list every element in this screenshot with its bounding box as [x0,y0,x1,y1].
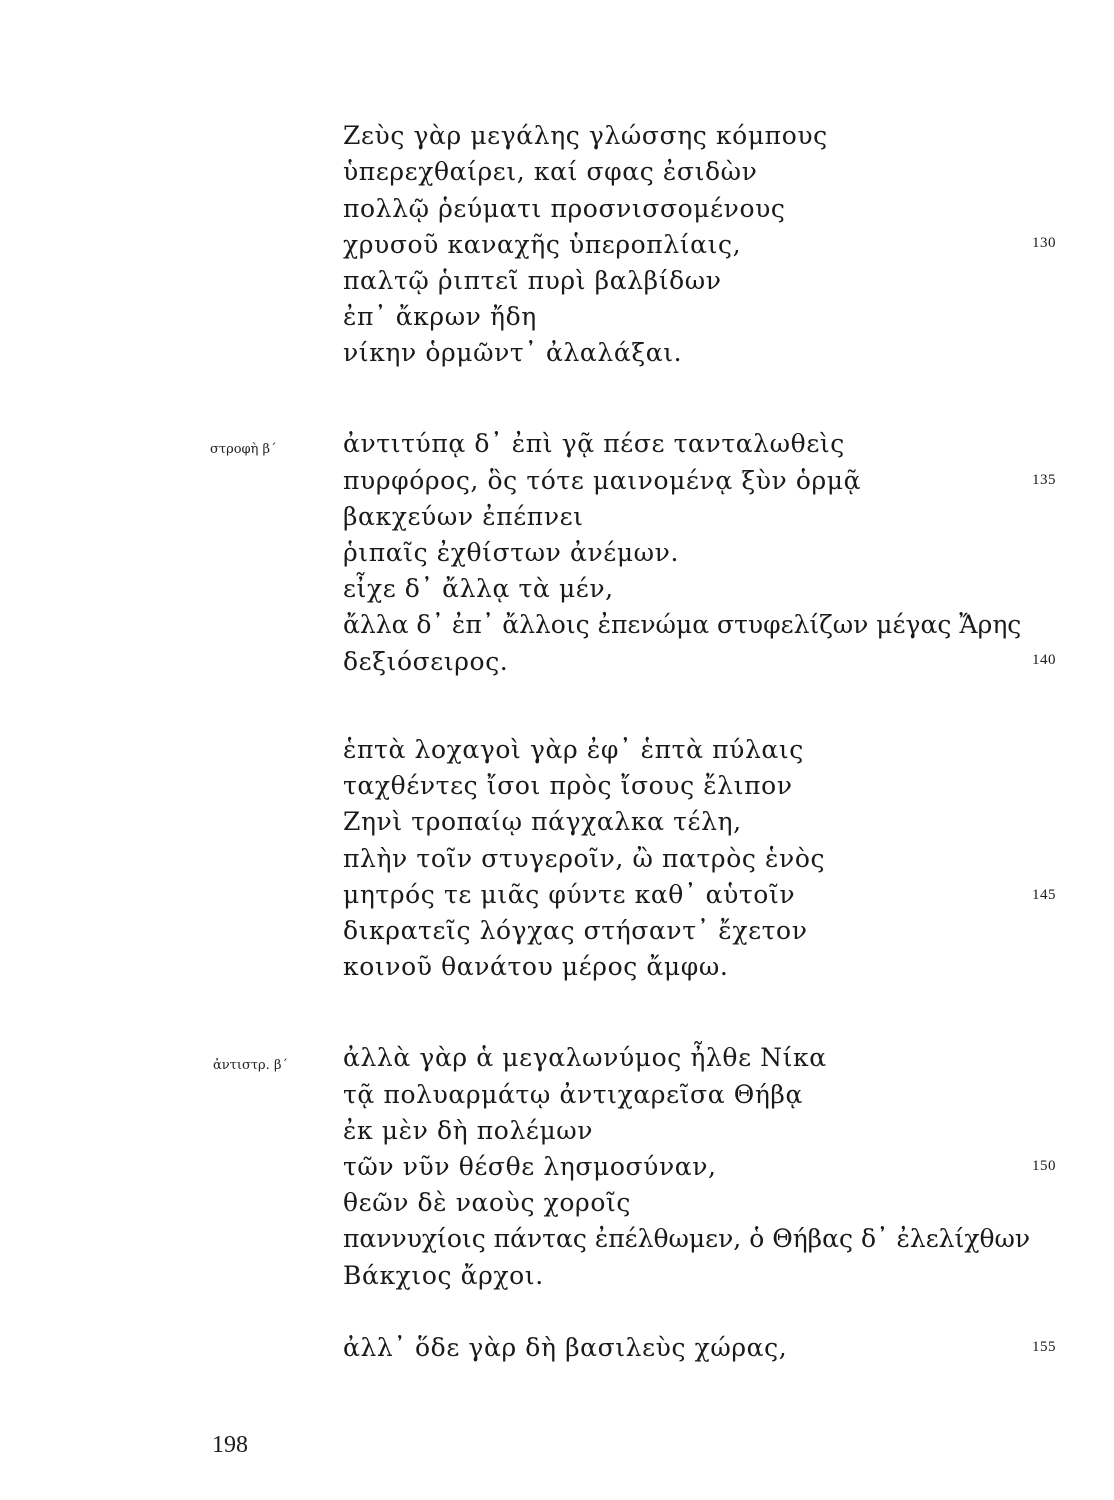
verse-line: πολλῷ ῥεύματι προσνισσομένους [343,194,786,223]
verse-line: Ζεὺς γὰρ μεγάλης γλώσσης κόμπους [343,121,828,150]
verse-line: ἐκ μὲν δὴ πολέμων [343,1116,594,1145]
verse-line: Ζηνὶ τροπαίῳ πάγχαλκα τέλη, [343,807,742,836]
verse-line: ἀλλ᾽ ὅδε γὰρ δὴ βασιλεὺς χώρας, [343,1333,788,1362]
verse-line: πυρφόρος, ὃς τότε μαινομένᾳ ξὺν ὁρμᾷ [343,466,862,495]
verse-line: Βάκχιος ἄρχοι. [343,1261,544,1290]
line-number: 130 [1032,235,1056,251]
page-number: 198 [212,1432,248,1458]
verse-line: τῶν νῦν θέσθε λησμοσύναν, [343,1152,717,1181]
strophe-label: στροφὴ β΄ [210,442,277,457]
verse-line: κοινοῦ θανάτου μέρος ἄμφω. [343,952,729,981]
line-number: 150 [1032,1158,1056,1174]
verse-line: ἀλλὰ γὰρ ἁ μεγαλωνύμος ἦλθε Νίκα [343,1043,827,1072]
verse-line: πλὴν τοῖν στυγεροῖν, ὢ πατρὸς ἑνὸς [343,844,826,873]
verse-line: εἶχε δ᾽ ἄλλᾳ τὰ μέν, [343,574,614,603]
verse-line: θεῶν δὲ ναοὺς χοροῖς [343,1188,631,1217]
verse-line: ἄλλα δ᾽ ἐπ᾽ ἄλλοις ἐπενώμα στυφελίζων μέγας Ἄρης [343,610,1022,639]
verse-line: δικρατεῖς λόγχας στήσαντ᾽ ἔχετον [343,916,808,945]
verse-line: μητρός τε μιᾶς φύντε καθ᾽ αὑτοῖν [343,880,796,909]
line-number: 135 [1032,472,1056,488]
antistrophe-label: ἀντιστρ. β΄ [213,1058,288,1073]
verse-line: ἐπ᾽ ἄκρων ἤδη [343,302,537,331]
verse-line: παλτῷ ῥιπτεῖ πυρὶ βαλβίδων [343,266,722,295]
verse-line: ὑπερεχθαίρει, καί σφας ἐσιδὼν [343,157,758,186]
verse-line: ἑπτὰ λοχαγοὶ γὰρ ἐφ᾽ ἑπτὰ πύλαις [343,735,804,764]
verse-line: νίκην ὁρμῶντ᾽ ἀλαλάξαι. [343,338,683,367]
verse-line: τᾷ πολυαρμάτῳ ἀντιχαρεῖσα Θήβᾳ [343,1080,803,1109]
verse-line: ῥιπαῖς ἐχθίστων ἀνέμων. [343,538,680,567]
verse-line: παννυχίοις πάντας ἐπέλθωμεν, ὁ Θήβας δ᾽ ἐλελίχθων [343,1224,1031,1253]
verse-line: βακχεύων ἐπέπνει [343,502,584,531]
verse-line: ἀντιτύπᾳ δ᾽ ἐπὶ γᾷ πέσε τανταλωθεὶς [343,429,845,458]
line-number: 155 [1032,1339,1056,1355]
verse-line: ταχθέντες ἴσοι πρὸς ἴσους ἔλιπον [343,771,793,800]
line-number: 145 [1032,887,1056,903]
line-number: 140 [1032,652,1056,668]
verse-line: χρυσοῦ καναχῆς ὑπεροπλίαις, [343,230,742,259]
verse-line: δεξιόσειρος. [343,647,509,676]
